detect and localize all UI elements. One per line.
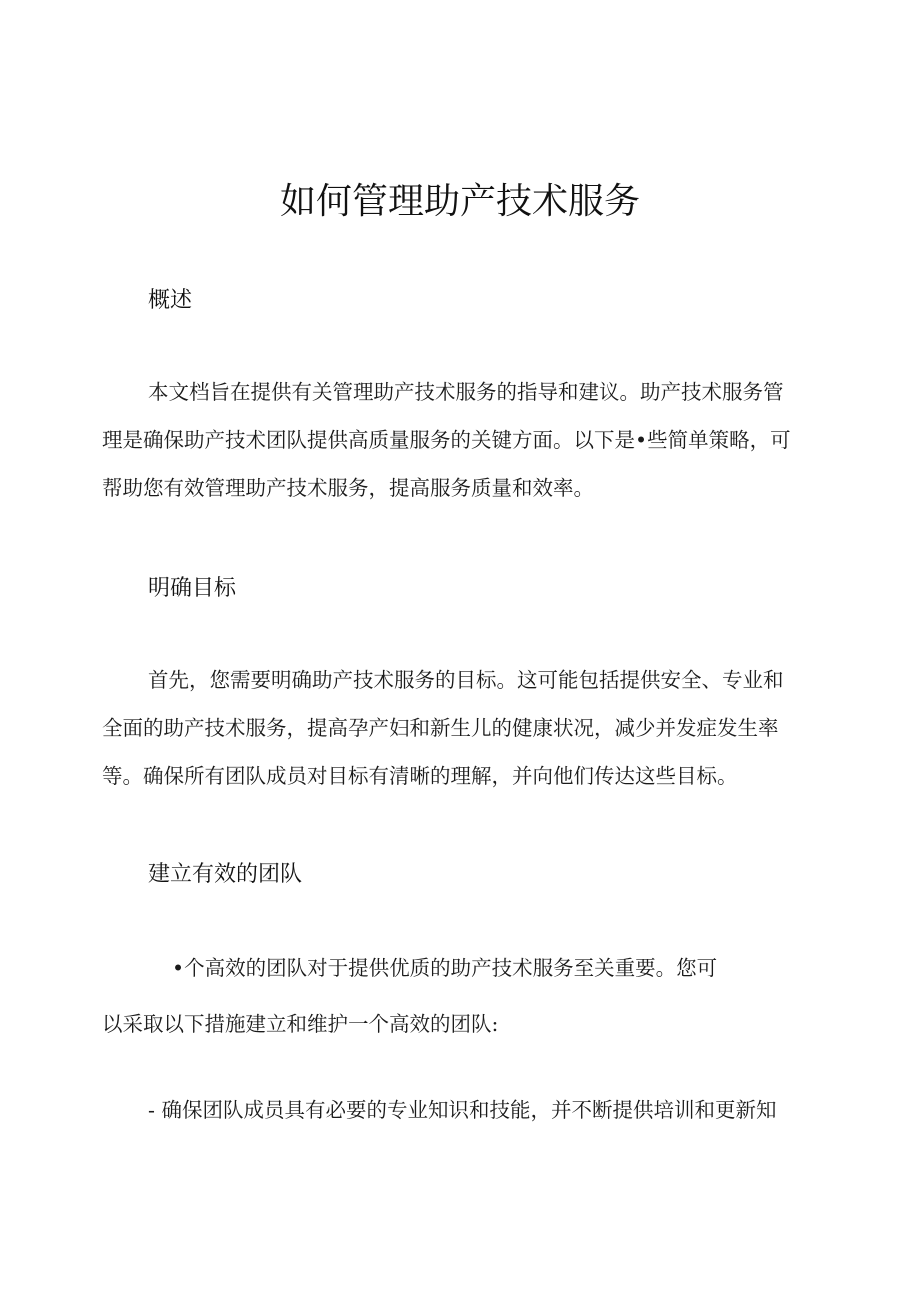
- overview-line-3: 帮助您有效管理助产技术服务，提高服务质量和效率。: [102, 476, 594, 500]
- section-heading-team: 建立有效的团队: [148, 862, 303, 887]
- team-line-2: 以采取以下措施建立和维护一个高效的团队:: [102, 1012, 499, 1036]
- section-heading-overview: 概述: [148, 288, 193, 313]
- page-title: 如何管理助产技术服务: [279, 181, 640, 222]
- section-heading-goals: 明确目标: [148, 576, 237, 601]
- overview-line-1: 本文档旨在提供有关管理助产技术服务的指导和建议。助产技术服务管: [148, 380, 784, 404]
- goals-line-3: 等。确保所有团队成员对目标有清晰的理解，并向他们传达这些目标。: [102, 764, 738, 788]
- team-line-1: •个高效的团队对于提供优质的助产技术服务至关重要。您可: [172, 956, 718, 980]
- goals-line-2: 全面的助产技术服务，提高孕产妇和新生儿的健康状况，减少并发症发生率: [102, 716, 779, 740]
- goals-line-1: 首先，您需要明确助产技术服务的目标。这可能包括提供安全、专业和: [148, 668, 784, 692]
- overview-line-2: 理是确保助产技术团队提供高质量服务的关键方面。以下是•些简单策略，可: [102, 428, 791, 452]
- team-bullet-line-1: - 确保团队成员具有必要的专业知识和技能，并不断提供培训和更新知: [148, 1098, 777, 1122]
